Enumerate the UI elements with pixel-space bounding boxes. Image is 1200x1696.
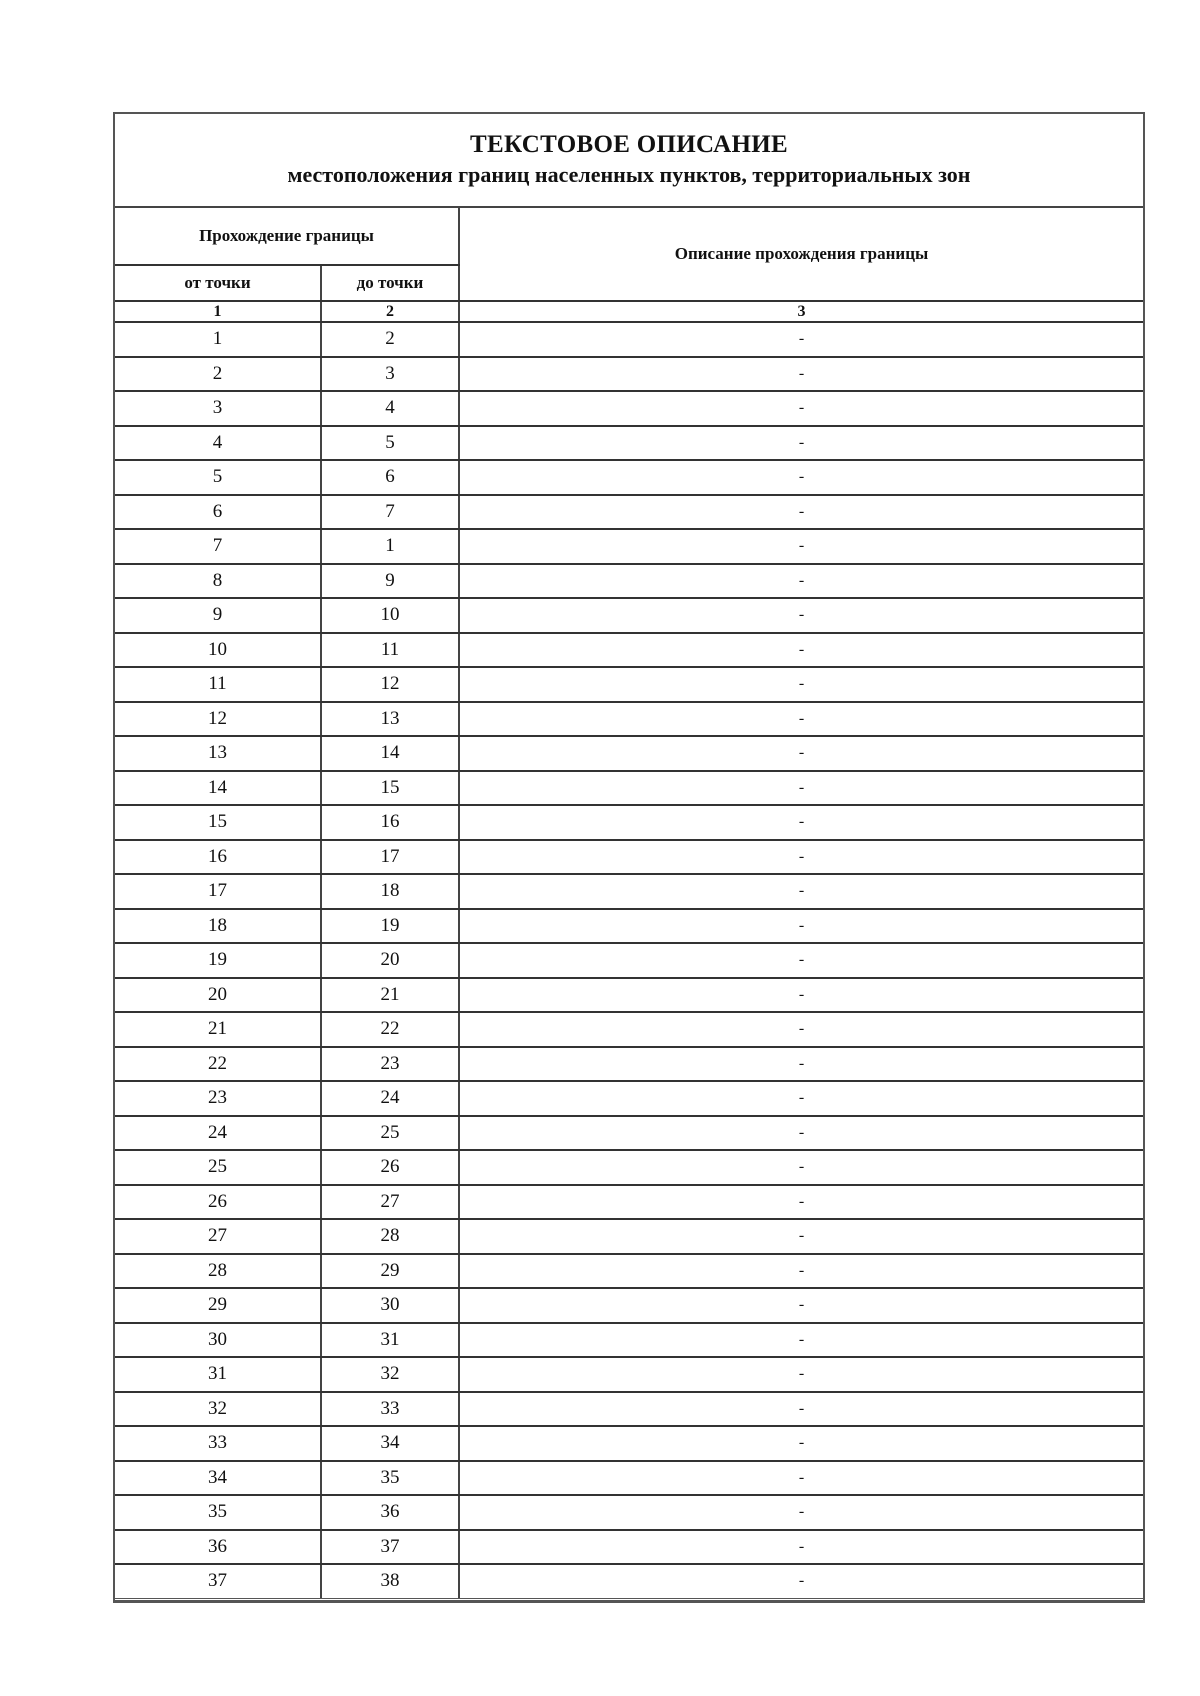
table-row <box>115 1047 1143 1082</box>
table-row <box>115 460 1143 495</box>
description-cell: - <box>459 322 1143 357</box>
description-cell: - <box>459 1323 1143 1358</box>
to-point-cell: 19 <box>321 909 459 944</box>
document-subtitle: местоположения границ населенных пунктов, территориальных зон <box>287 162 971 187</box>
to-point-cell: 1 <box>321 529 459 564</box>
table-row <box>115 771 1143 806</box>
to-point-cell: 3 <box>321 357 459 392</box>
to-point-cell: 24 <box>321 1081 459 1116</box>
to-point-cell: 10 <box>321 598 459 633</box>
description-cell: - <box>459 1426 1143 1461</box>
table-row <box>115 357 1143 392</box>
description-cell: - <box>459 598 1143 633</box>
description-cell: - <box>459 702 1143 737</box>
table-row <box>115 426 1143 461</box>
table-row <box>115 633 1143 668</box>
description-cell: - <box>459 495 1143 530</box>
description-cell: - <box>459 771 1143 806</box>
to-point-cell: 22 <box>321 1012 459 1047</box>
table-row <box>115 1426 1143 1461</box>
header-from-point: от точки <box>115 265 321 301</box>
description-cell: - <box>459 460 1143 495</box>
description-cell: - <box>459 1219 1143 1254</box>
to-point-cell: 18 <box>321 874 459 909</box>
from-point-cell: 14 <box>115 771 321 806</box>
table-row <box>115 529 1143 564</box>
from-point-cell: 37 <box>115 1564 321 1599</box>
boundary-description-document <box>113 112 1145 1603</box>
from-point-cell: 20 <box>115 978 321 1013</box>
to-point-cell: 14 <box>321 736 459 771</box>
to-point-cell: 31 <box>321 1323 459 1358</box>
title-block <box>115 114 1143 208</box>
description-cell: - <box>459 943 1143 978</box>
from-point-cell: 5 <box>115 460 321 495</box>
to-point-cell: 27 <box>321 1185 459 1220</box>
boundary-table <box>115 208 1143 1601</box>
column-number-3: 3 <box>459 301 1143 322</box>
to-point-cell: 35 <box>321 1461 459 1496</box>
from-point-cell: 32 <box>115 1392 321 1427</box>
from-point-cell: 23 <box>115 1081 321 1116</box>
from-point-cell: 11 <box>115 667 321 702</box>
from-point-cell: 19 <box>115 943 321 978</box>
to-point-cell: 16 <box>321 805 459 840</box>
description-cell: - <box>459 357 1143 392</box>
from-point-cell: 21 <box>115 1012 321 1047</box>
from-point-cell: 28 <box>115 1254 321 1289</box>
table-row <box>115 736 1143 771</box>
description-cell: - <box>459 909 1143 944</box>
description-cell: - <box>459 1012 1143 1047</box>
table-row <box>115 322 1143 357</box>
table-row <box>115 1116 1143 1151</box>
to-point-cell: 6 <box>321 460 459 495</box>
table-row <box>115 874 1143 909</box>
table-row <box>115 1254 1143 1289</box>
from-point-cell: 7 <box>115 529 321 564</box>
table-row <box>115 495 1143 530</box>
description-cell: - <box>459 978 1143 1013</box>
from-point-cell: 1 <box>115 322 321 357</box>
table-row <box>115 564 1143 599</box>
table-row <box>115 840 1143 875</box>
from-point-cell: 29 <box>115 1288 321 1323</box>
description-cell: - <box>459 667 1143 702</box>
to-point-cell: 37 <box>321 1530 459 1565</box>
from-point-cell: 27 <box>115 1219 321 1254</box>
table-row <box>115 1012 1143 1047</box>
from-point-cell: 22 <box>115 1047 321 1082</box>
table-row <box>115 1323 1143 1358</box>
from-point-cell: 24 <box>115 1116 321 1151</box>
from-point-cell: 36 <box>115 1530 321 1565</box>
table-row <box>115 909 1143 944</box>
table-row <box>115 1357 1143 1392</box>
description-cell: - <box>459 1150 1143 1185</box>
to-point-cell: 30 <box>321 1288 459 1323</box>
table-row <box>115 1185 1143 1220</box>
table-row <box>115 1495 1143 1530</box>
table-row <box>115 1219 1143 1254</box>
to-point-cell: 12 <box>321 667 459 702</box>
from-point-cell: 31 <box>115 1357 321 1392</box>
from-point-cell: 35 <box>115 1495 321 1530</box>
to-point-cell: 4 <box>321 391 459 426</box>
table-row <box>115 978 1143 1013</box>
to-point-cell: 29 <box>321 1254 459 1289</box>
to-point-cell: 25 <box>321 1116 459 1151</box>
table-header <box>115 208 1143 322</box>
description-cell: - <box>459 1081 1143 1116</box>
from-point-cell: 10 <box>115 633 321 668</box>
column-number-1: 1 <box>115 301 321 322</box>
to-point-cell: 13 <box>321 702 459 737</box>
table-row <box>115 1081 1143 1116</box>
table-row <box>115 702 1143 737</box>
table-row <box>115 1530 1143 1565</box>
from-point-cell: 2 <box>115 357 321 392</box>
table-row <box>115 598 1143 633</box>
to-point-cell: 34 <box>321 1426 459 1461</box>
from-point-cell: 15 <box>115 805 321 840</box>
table-row <box>115 391 1143 426</box>
description-cell: - <box>459 805 1143 840</box>
to-point-cell: 11 <box>321 633 459 668</box>
description-cell: - <box>459 391 1143 426</box>
description-cell: - <box>459 1495 1143 1530</box>
from-point-cell: 9 <box>115 598 321 633</box>
from-point-cell: 30 <box>115 1323 321 1358</box>
to-point-cell: 28 <box>321 1219 459 1254</box>
group-header-boundary-passage: Прохождение границы <box>115 208 459 265</box>
description-cell: - <box>459 1047 1143 1082</box>
to-point-cell: 33 <box>321 1392 459 1427</box>
from-point-cell: 8 <box>115 564 321 599</box>
description-cell: - <box>459 1357 1143 1392</box>
to-point-cell: 36 <box>321 1495 459 1530</box>
from-point-cell: 12 <box>115 702 321 737</box>
to-point-cell: 7 <box>321 495 459 530</box>
to-point-cell: 15 <box>321 771 459 806</box>
description-cell: - <box>459 1461 1143 1496</box>
table-row <box>115 805 1143 840</box>
to-point-cell: 38 <box>321 1564 459 1599</box>
to-point-cell: 17 <box>321 840 459 875</box>
from-point-cell: 25 <box>115 1150 321 1185</box>
table-row <box>115 1288 1143 1323</box>
from-point-cell: 34 <box>115 1461 321 1496</box>
from-point-cell: 33 <box>115 1426 321 1461</box>
table-body <box>115 322 1143 1599</box>
to-point-cell: 21 <box>321 978 459 1013</box>
description-cell: - <box>459 529 1143 564</box>
table-row <box>115 1150 1143 1185</box>
description-cell: - <box>459 874 1143 909</box>
description-cell: - <box>459 736 1143 771</box>
to-point-cell: 23 <box>321 1047 459 1082</box>
description-cell: - <box>459 840 1143 875</box>
table-row <box>115 1461 1143 1496</box>
from-point-cell: 18 <box>115 909 321 944</box>
description-cell: - <box>459 426 1143 461</box>
from-point-cell: 4 <box>115 426 321 461</box>
to-point-cell: 20 <box>321 943 459 978</box>
description-cell: - <box>459 1530 1143 1565</box>
to-point-cell: 9 <box>321 564 459 599</box>
description-cell: - <box>459 1116 1143 1151</box>
from-point-cell: 13 <box>115 736 321 771</box>
column-number-2: 2 <box>321 301 459 322</box>
to-point-cell: 26 <box>321 1150 459 1185</box>
header-to-point: до точки <box>321 265 459 301</box>
from-point-cell: 6 <box>115 495 321 530</box>
description-cell: - <box>459 564 1143 599</box>
to-point-cell: 2 <box>321 322 459 357</box>
table-row <box>115 943 1143 978</box>
from-point-cell: 16 <box>115 840 321 875</box>
to-point-cell: 32 <box>321 1357 459 1392</box>
description-cell: - <box>459 1392 1143 1427</box>
to-point-cell: 5 <box>321 426 459 461</box>
description-cell: - <box>459 633 1143 668</box>
table-row <box>115 667 1143 702</box>
from-point-cell: 17 <box>115 874 321 909</box>
description-cell: - <box>459 1254 1143 1289</box>
document-title: ТЕКСТОВОЕ ОПИСАНИЕ <box>470 131 788 158</box>
from-point-cell: 3 <box>115 391 321 426</box>
description-cell: - <box>459 1564 1143 1599</box>
description-cell: - <box>459 1288 1143 1323</box>
from-point-cell: 26 <box>115 1185 321 1220</box>
description-cell: - <box>459 1185 1143 1220</box>
table-row <box>115 1392 1143 1427</box>
table-row <box>115 1564 1143 1599</box>
header-description: Описание прохождения границы <box>459 208 1143 301</box>
